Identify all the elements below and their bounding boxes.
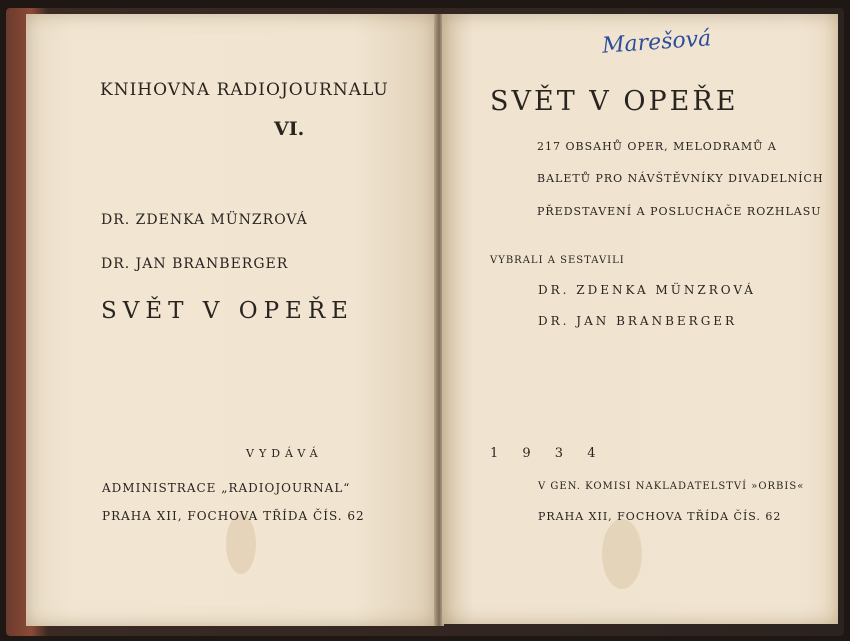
page-stain bbox=[602, 519, 642, 589]
publisher-name: V GEN. KOMISI NAKLADATELSTVÍ »ORBIS« bbox=[538, 481, 805, 492]
handwritten-signature: Marešová bbox=[601, 26, 713, 59]
author-name: DR. ZDENKA MÜNZROVÁ bbox=[101, 212, 308, 228]
publisher-address: PRAHA XII, FOCHOVA TŘÍDA ČÍS. 62 bbox=[538, 510, 782, 523]
publisher-name: ADMINISTRACE „RADIOJOURNAL“ bbox=[102, 481, 351, 495]
subtitle-line: PŘEDSTAVENÍ A POSLUCHAČE ROZHLASU bbox=[537, 205, 822, 218]
publisher-label: VYDÁVÁ bbox=[246, 447, 323, 460]
book-title: SVĚT V OPEŘE bbox=[490, 86, 739, 117]
subtitle-line: BALETŮ PRO NÁVŠTĚVNÍKY DIVADELNÍCH bbox=[537, 172, 824, 185]
series-title: KNIHOVNA RADIOJOURNALU bbox=[100, 80, 389, 100]
author-name: DR. ZDENKA MÜNZROVÁ bbox=[538, 283, 756, 297]
publication-year: 1 9 3 4 bbox=[490, 446, 596, 461]
author-name: DR. JAN BRANBERGER bbox=[538, 314, 738, 328]
book-title: SVĚT V OPEŘE bbox=[101, 298, 354, 324]
volume-number: VI. bbox=[274, 118, 305, 140]
subtitle-line: 217 OBSAHŮ OPER, MELODRAMŮ A bbox=[537, 140, 777, 153]
author-name: DR. JAN BRANBERGER bbox=[101, 256, 289, 272]
compiled-by-label: VYBRALI A SESTAVILI bbox=[490, 255, 625, 266]
publisher-address: PRAHA XII, FOCHOVA TŘÍDA ČÍS. 62 bbox=[102, 509, 365, 523]
page-stain bbox=[226, 514, 256, 574]
